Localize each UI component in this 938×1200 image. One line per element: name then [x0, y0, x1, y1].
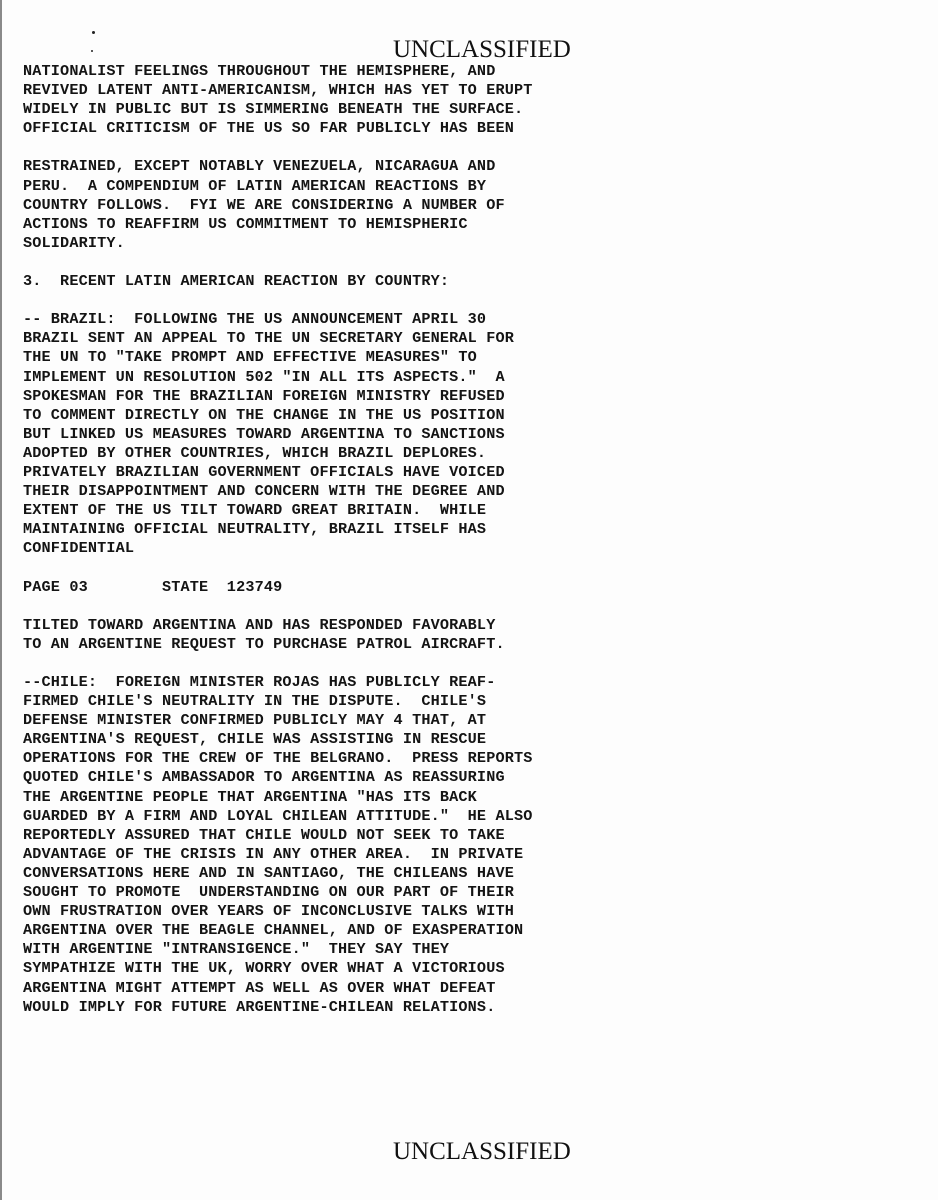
text-line: WIDELY IN PUBLIC BUT IS SIMMERING BENEATH THE SURFACE.: [23, 100, 524, 119]
text-line: BRAZIL SENT AN APPEAL TO THE UN SECRETARY GENERAL FOR: [23, 329, 514, 348]
text-line: TILTED TOWARD ARGENTINA AND HAS RESPONDED FAVORABLY: [23, 615, 496, 634]
text-line: QUOTED CHILE'S AMBASSADOR TO ARGENTINA AS REASSURING: [23, 768, 505, 787]
text-line: BUT LINKED US MEASURES TOWARD ARGENTINA TO SANCTIONS: [23, 424, 505, 443]
text-line: NATIONALIST FEELINGS THROUGHOUT THE HEMISPHERE, AND: [23, 62, 496, 80]
classification-marking-top: UNCLASSIFIED: [393, 36, 571, 63]
text-line: [23, 138, 533, 157]
scan-speck: [92, 31, 95, 34]
text-line: OFFICIAL CRITICISM OF THE US SO FAR PUBLICLY HAS BEEN: [23, 119, 514, 138]
text-line: ARGENTINA MIGHT ATTEMPT AS WELL AS OVER WHAT DEFEAT: [23, 978, 496, 997]
text-line: ARGENTINA OVER THE BEAGLE CHANNEL, AND OF EXASPERATION: [23, 921, 524, 940]
text-line: EXTENT OF THE US TILT TOWARD GREAT BRITAIN. WHILE: [23, 501, 487, 520]
text-line: 3. RECENT LATIN AMERICAN REACTION BY COUNTRY:: [23, 272, 450, 291]
text-line: PRIVATELY BRAZILIAN GOVERNMENT OFFICIALS HAVE VOICED: [23, 462, 505, 481]
text-line: PAGE 03 STATE 123749: [23, 577, 283, 596]
text-line: SPOKESMAN FOR THE BRAZILIAN FOREIGN MINISTRY REFUSED: [23, 386, 505, 405]
scan-speck: [91, 50, 93, 52]
document-body: [23, 62, 533, 1017]
text-line: THE ARGENTINE PEOPLE THAT ARGENTINA "HAS ITS BACK: [23, 787, 477, 806]
text-line: REPORTEDLY ASSURED THAT CHILE WOULD NOT SEEK TO TAKE: [23, 825, 505, 844]
text-line: OPERATIONS FOR THE CREW OF THE BELGRANO. PRESS REPORTS: [23, 749, 533, 768]
text-line: ACTIONS TO REAFFIRM US COMMITMENT TO HEMISPHERIC: [23, 214, 468, 233]
text-line: IMPLEMENT UN RESOLUTION 502 "IN ALL ITS ASPECTS." A: [23, 367, 505, 386]
text-line: [23, 558, 533, 577]
text-line: TO COMMENT DIRECTLY ON THE CHANGE IN THE US POSITION: [23, 405, 505, 424]
text-line: SOLIDARITY.: [23, 233, 125, 252]
text-line: --CHILE: FOREIGN MINISTER ROJAS HAS PUBLICLY REAF-: [23, 673, 496, 691]
text-line: OWN FRUSTRATION OVER YEARS OF INCONCLUSIVE TALKS WITH: [23, 902, 514, 921]
text-line: SOUGHT TO PROMOTE UNDERSTANDING ON OUR PART OF THEIR: [23, 883, 514, 902]
text-line: WOULD IMPLY FOR FUTURE ARGENTINE-CHILEAN RELATIONS.: [23, 997, 496, 1016]
text-line: WITH ARGENTINE "INTRANSIGENCE." THEY SAY THEY: [23, 940, 450, 959]
text-line: RESTRAINED, EXCEPT NOTABLY VENEZUELA, NICARAGUA AND: [23, 157, 496, 176]
classification-marking-bottom: UNCLASSIFIED: [393, 1138, 571, 1165]
text-line: THEIR DISAPPOINTMENT AND CONCERN WITH THE DEGREE AND: [23, 482, 505, 501]
text-line: CONFIDENTIAL: [23, 539, 135, 558]
text-line: TO AN ARGENTINE REQUEST TO PURCHASE PATROL AIRCRAFT.: [23, 634, 505, 653]
text-line: THE UN TO "TAKE PROMPT AND EFFECTIVE MEASURES" TO: [23, 348, 477, 367]
text-line: PERU. A COMPENDIUM OF LATIN AMERICAN REACTIONS BY: [23, 176, 487, 195]
text-line: MAINTAINING OFFICIAL NEUTRALITY, BRAZIL ITSELF HAS: [23, 520, 487, 539]
text-line: CONVERSATIONS HERE AND IN SANTIAGO, THE CHILEANS HAVE: [23, 863, 514, 882]
text-line: [23, 597, 533, 616]
text-line: REVIVED LATENT ANTI-AMERICANISM, WHICH HAS YET TO ERUPT: [23, 81, 533, 100]
text-line: ARGENTINA'S REQUEST, CHILE WAS ASSISTING IN RESCUE: [23, 730, 487, 749]
text-line: GUARDED BY A FIRM AND LOYAL CHILEAN ATTITUDE." HE ALSO: [23, 806, 533, 825]
text-line: ADOPTED BY OTHER COUNTRIES, WHICH BRAZIL DEPLORES.: [23, 443, 487, 462]
text-line: [23, 291, 533, 310]
text-line: ADVANTAGE OF THE CRISIS IN ANY OTHER AREA. IN PRIVATE: [23, 844, 524, 863]
text-line: COUNTRY FOLLOWS. FYI WE ARE CONSIDERING A NUMBER OF: [23, 195, 505, 214]
text-line: SYMPATHIZE WITH THE UK, WORRY OVER WHAT A VICTORIOUS: [23, 959, 505, 978]
text-line: DEFENSE MINISTER CONFIRMED PUBLICLY MAY 4 THAT, AT: [23, 711, 487, 730]
text-line: [23, 654, 533, 673]
text-line: -- BRAZIL: FOLLOWING THE US ANNOUNCEMENT APRIL 30: [23, 310, 487, 329]
text-line: [23, 253, 533, 272]
text-line: FIRMED CHILE'S NEUTRALITY IN THE DISPUTE. CHILE'S: [23, 692, 487, 711]
